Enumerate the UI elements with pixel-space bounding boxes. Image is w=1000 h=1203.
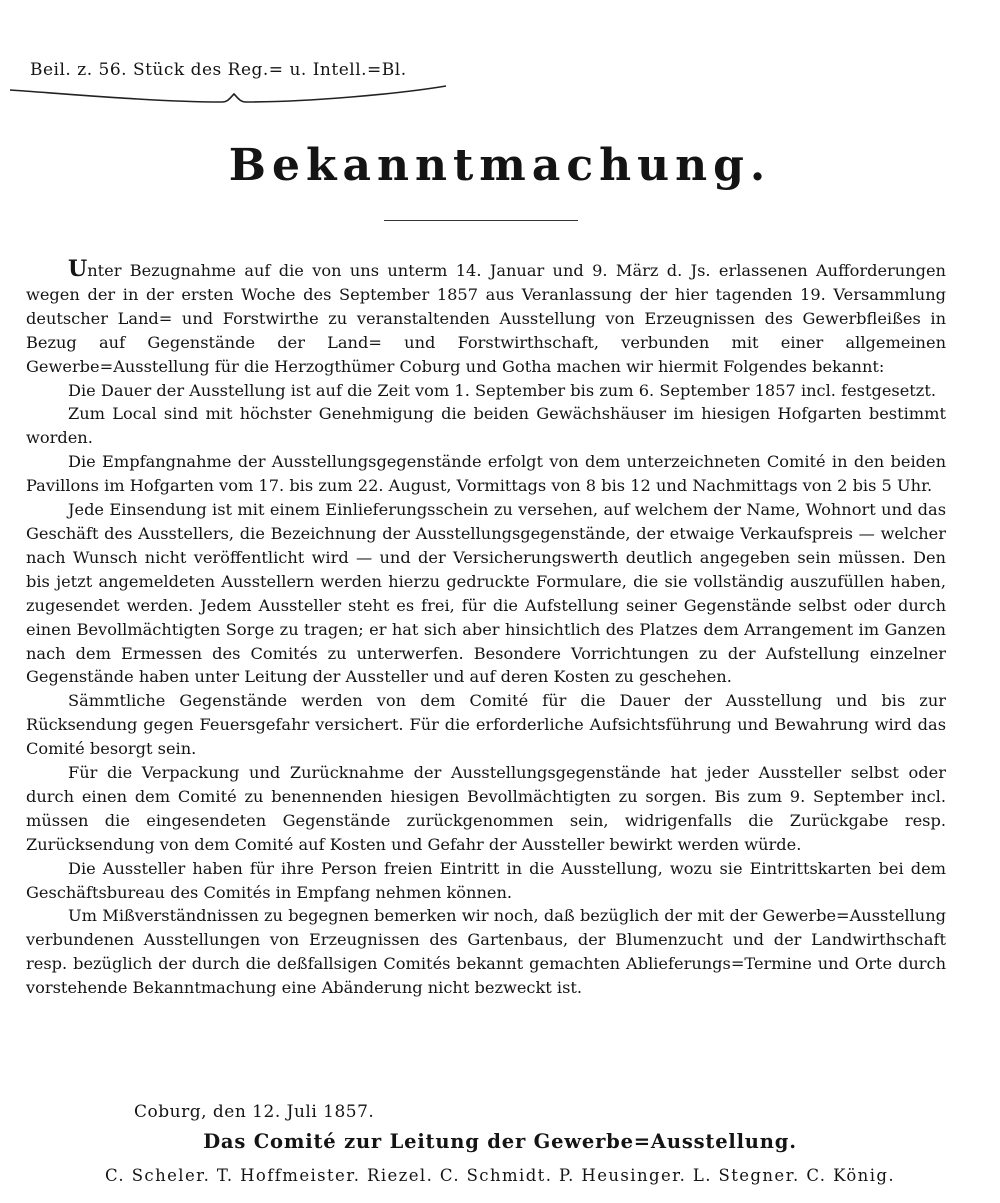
paragraph-admission: Die Aussteller haben für ihre Person freien Eintritt in die Ausstellung, wozu sie Eintrittskarten bei dem Geschäftsbureau des Comités in Empfang nehmen können. bbox=[26, 858, 946, 902]
initial-letter: U bbox=[68, 256, 88, 282]
document-body bbox=[26, 258, 946, 1000]
committee-name: Das Comité zur Leitung der Gewerbe=Ausstellung. bbox=[203, 1130, 797, 1153]
place-date: Coburg, den 12. Juli 1857. bbox=[134, 1102, 375, 1122]
paragraph-intro bbox=[26, 258, 946, 379]
paragraph-packing: Für die Verpackung und Zurücknahme der Ausstellungsgegenstände hat jeder Aussteller selbst oder durch einen dem Comité zu benennenden hiesigen Bevollmächtigten zu sorgen. Bis zum 9. September incl. müssen die eingesendeten Gegenstände zurückgenommen sein, widrigenfalls die Zurückgabe resp. Zurücksendung von dem Comité auf Kosten und Gefahr der Aussteller bewirkt werden würde. bbox=[26, 763, 946, 854]
paragraph-intro-text: nter Bezugnahme auf die von uns unterm 14. Januar und 9. März d. Js. erlassenen Aufforderungen wegen der in der ersten Woche des September 1857 aus Veranlassung der hier tagenden 19. Versammlung deutscher Land= und Forstwirthe zu veranstaltenden Ausstellung von Erzeugnissen des Gewerbfleißes in Bezug auf Gegenstände der Land= und Forstwirthschaft, verbunden mit einer allgemeinen Gewerbe=Ausstellung für die Herzogthümer Coburg und Gotha machen wir hiermit Folgendes bekannt: bbox=[26, 261, 946, 376]
paragraph-location: Zum Local sind mit höchster Genehmigung die beiden Gewächshäuser im hiesigen Hofgarten bestimmt worden. bbox=[26, 404, 946, 448]
document-title: Bekanntmachung. bbox=[228, 140, 772, 191]
paragraph-insurance: Sämmtliche Gegenstände werden von dem Comité für die Dauer der Ausstellung und bis zur Rücksendung gegen Feuersgefahr versichert. Für die erforderliche Aufsichtsführung und Bewahrung wird das Comité besorgt sein. bbox=[26, 691, 946, 759]
paragraph-receipt: Die Empfangnahme der Ausstellungsgegenstände erfolgt von dem unterzeichneten Comité in den beiden Pavillons im Hofgarten vom 17. bis zum 22. August, Vormittags von 8 bis 12 und Nachmittags von 2 bis 5 Uhr. bbox=[26, 452, 946, 496]
title-divider bbox=[384, 220, 578, 221]
paragraph-submission: Jede Einsendung ist mit einem Einlieferungsschein zu versehen, auf welchem der Name, Wohnort und das Geschäft des Ausstellers, die Bezeichnung der Ausstellungsgegenstände, der etwaige Verkaufspreis — welcher nach Wunsch nicht veröffentlicht wird — und der Versicherungswerth deutlich angegeben sein müssen. Den bis jetzt angemeldeten Ausstellern werden hierzu gedruckte Formulare, die sie vollständig auszufüllen haben, zugesendet werden. Jedem Aussteller steht es frei, für die Aufstellung seiner Gegenstände selbst oder durch einen Bevollmächtigten Sorge zu tragen; er hat sich aber hinsichtlich des Platzes dem Arrangement im Ganzen nach dem Ermessen des Comités zu unterwerfen. Besondere Vorrichtungen zu der Aufstellung einzelner Gegenstände haben unter Leitung der Aussteller und auf deren Kosten zu geschehen. bbox=[26, 500, 946, 687]
paragraph-note: Um Mißverständnissen zu begegnen bemerken wir noch, daß bezüglich der mit der Gewerbe=Ausstellung verbundenen Ausstellungen von Erzeugnissen des Gartenbaus, der Blumenzucht und der Landwirthschaft resp. bezüglich der durch die deßfallsigen Comités bekannt gemachten Ablieferungs=Termine und Orte durch vorstehende Bekanntmachung eine Abänderung nicht bezweckt ist. bbox=[26, 906, 946, 998]
paragraph-duration: Die Dauer der Ausstellung ist auf die Zeit vom 1. September bis zum 6. September 1857 incl. festgesetzt. bbox=[68, 380, 936, 400]
header-ornament-rule bbox=[8, 80, 448, 104]
committee-members: C. Scheler. T. Hoffmeister. Riezel. C. Schmidt. P. Heusinger. L. Stegner. C. König. bbox=[105, 1166, 895, 1185]
header-reference: Beil. z. 56. Stück des Reg.= u. Intell.=Bl. bbox=[30, 60, 407, 80]
